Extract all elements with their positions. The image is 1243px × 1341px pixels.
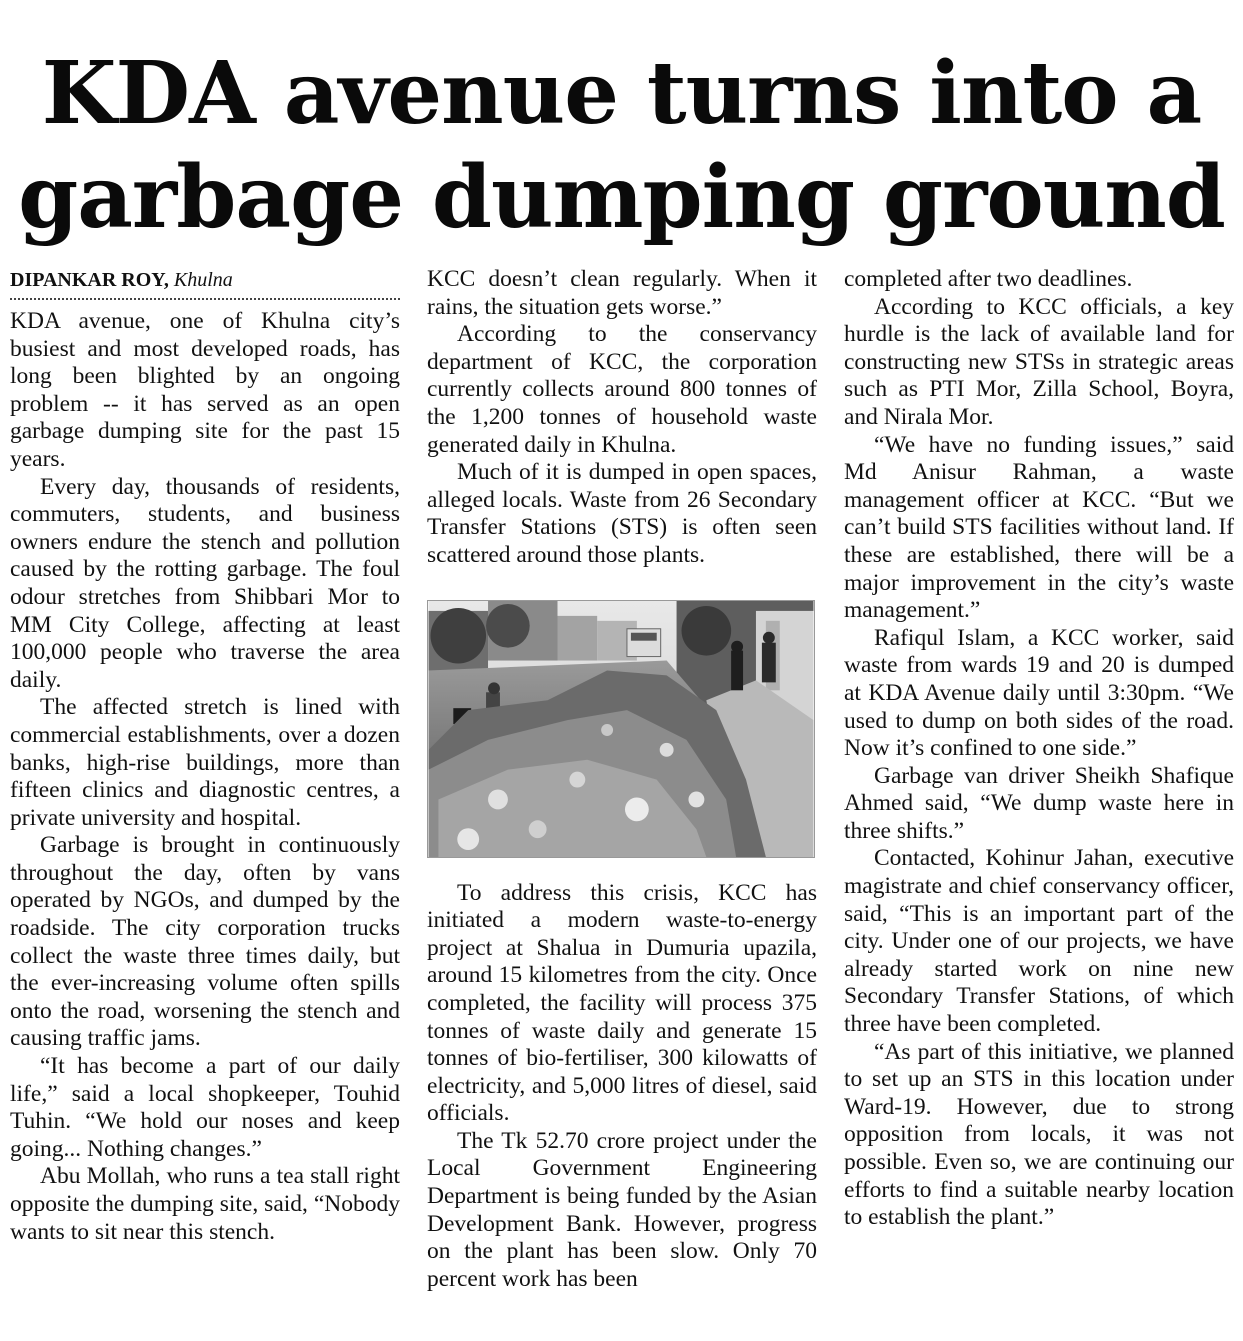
paragraph: Contacted, Kohinur Jahan, executive magistrate and chief conservancy officer, said, “This is an important part of the city. Under one of our projects, we have already started work on nine new Secondary Transfer Stations, of which three have been completed.	[844, 845, 1234, 1038]
byline-author: DIPANKAR ROY,	[10, 269, 169, 291]
paragraph: “We have no funding issues,” said Md Anisur Rahman, a waste management officer at KCC. “But we can’t build STS facilities without land. If these are established, there will be a major improvement in the city’s waste management.”	[844, 431, 1234, 624]
paragraph: completed after two deadlines.	[844, 266, 1133, 292]
paragraph: KCC doesn’t clean regularly. When it rains, the situation gets worse.”	[427, 266, 817, 320]
paragraph: Rafiqul Islam, a KCC worker, said waste from wards 19 and 20 is dumped at KDA Avenue daily until 3:30pm. “We used to dump on both sides of the road. Now it’s confined to one side.”	[844, 624, 1234, 762]
byline-divider	[10, 298, 400, 300]
paragraph: According to KCC officials, a key hurdle is the lack of available land for constructing new STSs in strategic areas such as PTI Mor, Zilla School, Boyra, and Nirala Mor.	[844, 293, 1234, 430]
paragraph: KDA avenue, one of Khulna city’s busiest and most developed roads, has long been blighted by an ongoing problem -- it has served as an open garbage dumping site for the past 15 years.	[10, 308, 400, 472]
paragraph: Much of it is dumped in open spaces, alleged locals. Waste from 26 Secondary Transfer Stations (STS) is often seen scattered around those plants.	[427, 459, 817, 568]
paragraph: According to the conservancy department of KCC, the corporation currently collects around 800 tonnes of the 1,200 tonnes of household waste generated daily in Khulna.	[427, 321, 817, 458]
column-2	[427, 266, 817, 1336]
paragraph: To address this crisis, KCC has initiated a modern waste-to-energy project at Shalua in Dumuria upazila, around 15 kilometres from the city. Once completed, the facility will process 375 tonnes of waste daily and generate 15 tonnes of bio-fertiliser, 300 kilowatts of electricity, and 5,000 litres of diesel, said officials.	[427, 879, 817, 1127]
paragraph: “As part of this initiative, we planned to set up an STS in this location under Ward-19. However, due to strong opposition from locals, it was not possible. Even so, we are continuing our efforts to find a suitable nearby location to establish the plant.”	[844, 1038, 1234, 1231]
paragraph: Abu Mollah, who runs a tea stall right opposite the dumping site, said, “Nobody wants to sit near this stench.	[10, 1163, 400, 1245]
headline	[0, 42, 1243, 250]
paragraph: The Tk 52.70 crore project under the Local Government Engineering Department is being funded by the Asian Development Bank. However, progress on the plant has been slow. Only 70 percent work has been	[427, 1127, 817, 1292]
byline-location: Khulna	[173, 269, 233, 291]
paragraph: Garbage is brought in continuously throughout the day, often by vans operated by NGOs, and dumped by the roadside. The city corporation trucks collect the waste three times daily, but the ever-increasing volume often spills onto the road, worsening the stench and causing traffic jams.	[10, 832, 400, 1052]
headline-line-1: KDA avenue turns into a	[41, 43, 1202, 144]
byline	[10, 266, 400, 294]
paragraph: Garbage van driver Sheikh Shafique Ahmed said, “We dump waste here in three shifts.”	[844, 762, 1234, 844]
paragraph: The affected stretch is lined with commercial establishments, over a dozen banks, high-rise buildings, more than fifteen clinics and diagnostic centres, a private university and hospital.	[10, 694, 400, 831]
column-3	[844, 266, 1234, 1336]
paragraph: Every day, thousands of residents, commuters, students, and business owners endure the stench and pollution caused by the rotting garbage. The foul odour stretches from Shibbari Mor to MM City College, affecting at least 100,000 people who traverse the area daily.	[10, 473, 400, 693]
headline-line-2: garbage dumping ground	[18, 147, 1225, 248]
garbage-photo	[427, 600, 815, 858]
column-1	[10, 266, 400, 1336]
paragraph: “It has become a part of our daily life,” said a local shopkeeper, Touhid Tuhin. “We hold our noses and keep going... Nothing changes.”	[10, 1053, 400, 1162]
